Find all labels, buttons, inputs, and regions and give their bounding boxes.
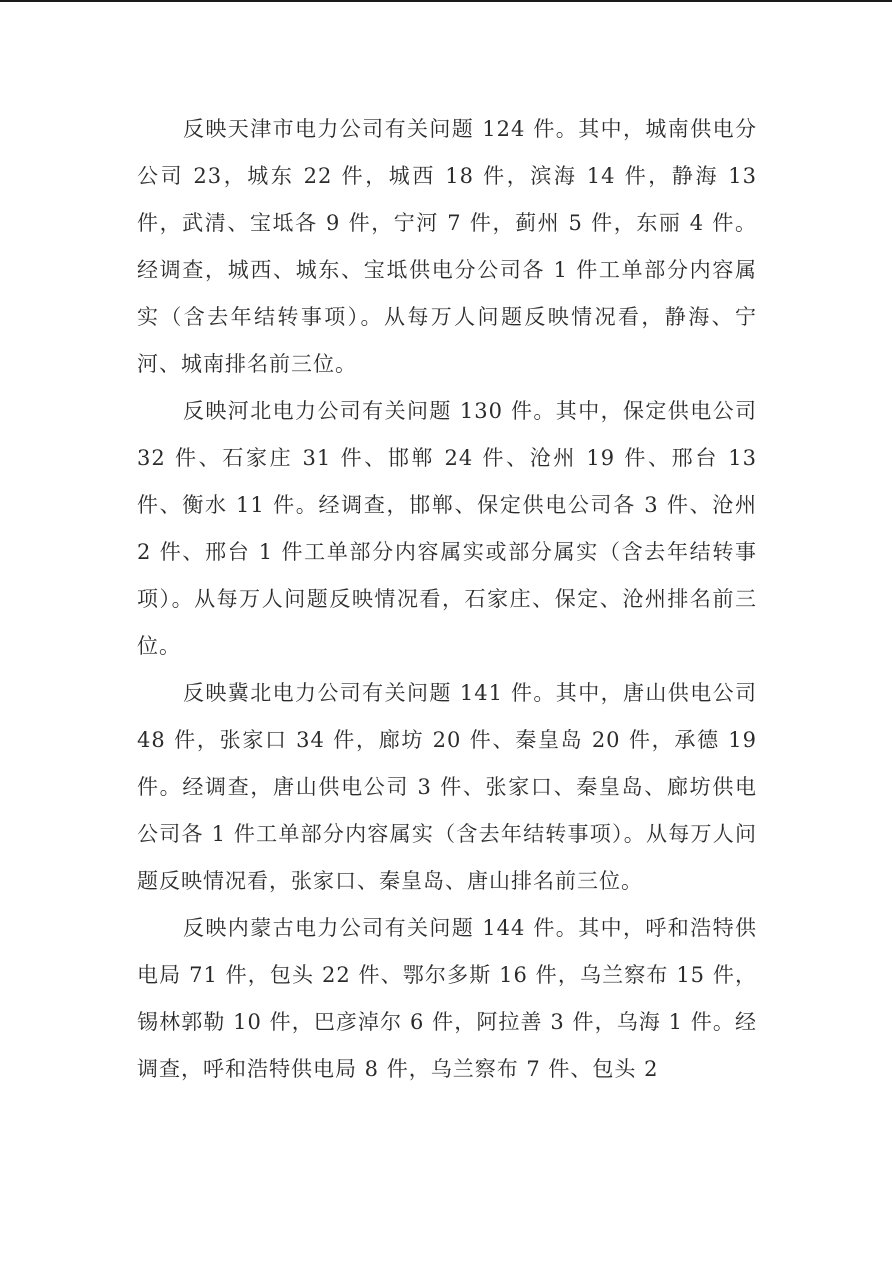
paragraph-neimenggu: 反映内蒙古电力公司有关问题 144 件。其中，呼和浩特供电局 71 件，包头 22 件、鄂尔多斯 16 件，乌兰察布 15 件，锡林郭勒 10 件，巴彦淖尔 6 件，阿拉善 3 件，乌海 1 件。经调查，呼和浩特供电局 8 件，乌兰察布 7 件、包头 2 [137,916,757,1081]
paragraph-tianjin: 反映天津市电力公司有关问题 124 件。其中，城南供电分公司 23，城东 22 件，城西 18 件，滨海 14 件，静海 13 件，武清、宝坻各 9 件，宁河 7 件，蓟州 5 件，东丽 4 件。经调查，城西、城东、宝坻供电分公司各 1 件工单部分内容属实（含去年结转事项）。从每万人问题反映情况看，静海、宁河、城南排名前三位。 [137,117,757,376]
paragraph-jibei: 反映冀北电力公司有关问题 141 件。其中，唐山供电公司 48 件，张家口 34 件，廊坊 20 件、秦皇岛 20 件，承德 19 件。经调查，唐山供电公司 3 件、张家口、秦皇岛、廊坊供电公司各 1 件工单部分内容属实（含去年结转事项）。从每万人问题反映情况看，张家口、秦皇岛、唐山排名前三位。 [137,681,757,893]
document-body [137,106,757,1093]
top-border-line [0,0,892,2]
paragraph-hebei: 反映河北电力公司有关问题 130 件。其中，保定供电公司 32 件、石家庄 31 件、邯郸 24 件、沧州 19 件、邢台 13 件、衡水 11 件。经调查，邯郸、保定供电公司各 3 件、沧州 2 件、邢台 1 件工单部分内容属实或部分属实（含去年结转事项）。从每万人问题反映情况看，石家庄、保定、沧州排名前三位。 [137,399,757,658]
